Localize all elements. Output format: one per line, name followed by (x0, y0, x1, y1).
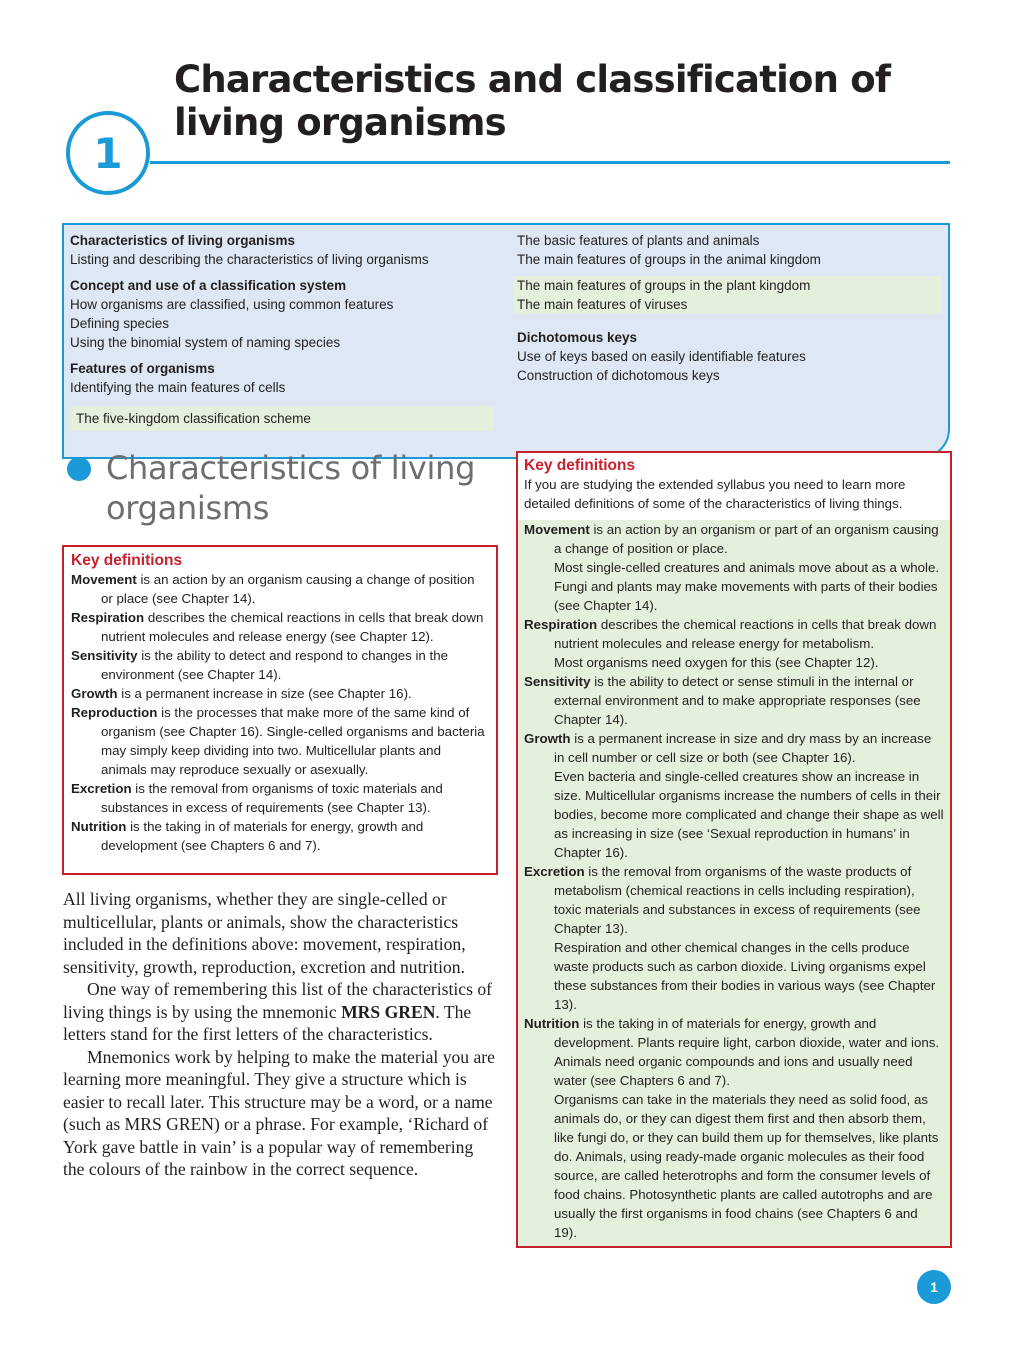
definition-text: is the taking in of materials for energy, growth and development. Plants require light, carbon dioxide, water and ions. Animals need organic compounds and ions and usually need water (see Chapters 6 and 7). (554, 1016, 940, 1088)
definition-term: Growth (71, 686, 118, 701)
definition-text: is the processes that make more of the same kind of organism (see Chapter 16). Single-celled organisms and bacteria may simply keep dividing into two. Multicellular plants and animals may reproduce sexually or asexually. (101, 705, 485, 777)
chapter-title-line-2: living organisms (174, 101, 506, 144)
definition-term: Respiration (524, 617, 598, 632)
definition-text: is the removal from organisms of toxic materials and substances in excess of requirements (see Chapter 13). (101, 781, 443, 815)
spacer (70, 397, 494, 404)
section-bullet-icon (67, 457, 91, 481)
definition-note: Most single-celled creatures and animals move about as a whole. Fungi and plants may make movements with parts of their bodies (see Chapter 14). (554, 560, 940, 613)
body-text-run: One way of remembering this list of the characteristics of living things is by using the mnemonic (63, 979, 493, 1022)
definition-item (524, 615, 944, 672)
overview-extended-item: The main features of viruses (513, 295, 942, 314)
definition-term: Excretion (524, 864, 585, 879)
overview-right-column (517, 231, 942, 385)
definition-item (71, 684, 490, 703)
mnemonic-term: MRS GREN (341, 1001, 436, 1022)
key-definitions-core-box (62, 545, 498, 875)
chapter-overview-box (62, 223, 950, 459)
body-paragraph: All living organisms, whether they are single-celled or multicellular, plants or animals, show the characteristics included in the definitions above: movement, respiration, sensitivity, growth, reproduction, excretion and nutrition. (63, 889, 466, 977)
body-paragraph: Mnemonics work by helping to make the material you are learning more meaningful. They give a structure which is easier to recall later. This structure may be a word, or a name (such as MRS GREN) or a phrase. For example, ‘Richard of York gave battle in vain’ is a popular way of remembering the colours of the rainbow in the correct sequence. (63, 1046, 495, 1179)
spacer (517, 314, 942, 321)
definition-term: Nutrition (71, 819, 127, 834)
overview-extended-item: The five-kingdom classification scheme (70, 406, 494, 431)
spacer (517, 321, 942, 328)
definition-item (71, 570, 490, 608)
definition-term: Movement (524, 522, 590, 537)
definition-text: is the taking in of materials for energy, growth and development (see Chapters 6 and 7). (101, 819, 424, 853)
definition-note: Organisms can take in the materials they need as solid food, as animals do, or they can digest them first and then absorb them, like fungi do, or they can build them up for themselves, like plants do. Animals, using ready-made organic molecules as their food source, are called heterotrophs and form the consumer levels of food chains. Photosynthetic plants are called autotrophs and are usually the first organisms in food chains (see Chapters 6 and 19). (554, 1092, 939, 1240)
definition-term: Excretion (71, 781, 132, 796)
definition-text: is a permanent increase in size (see Chapter 16). (117, 686, 412, 701)
definition-note: Most organisms need oxygen for this (see Chapter 12). (554, 655, 879, 670)
definition-text: is an action by an organism causing a change of position or place (see Chapter 14). (101, 572, 475, 606)
title-underline (150, 161, 950, 164)
definition-term: Movement (71, 572, 137, 587)
definition-note: Even bacteria and single-celled creatures show an increase in size. Multicellular organisms increase the numbers of cells in their bodies, become more complicated and change their shape as well as increasing in size (see ‘Sexual reproduction in humans’ in Chapter 16). (554, 769, 944, 860)
overview-item: Use of keys based on easily identifiable features (517, 349, 806, 364)
definition-term: Reproduction (71, 705, 158, 720)
definition-item (71, 703, 490, 779)
overview-item: How organisms are classified, using common features (70, 297, 394, 312)
definition-term: Growth (524, 731, 571, 746)
definition-term: Respiration (71, 610, 145, 625)
extended-intro: If you are studying the extended syllabus you need to learn more detailed definitions of some of the characteristics of living things. (518, 475, 950, 520)
definition-text: is the ability to detect or sense stimuli in the internal or external environment and to make appropriate responses (see Chapter 14). (554, 674, 921, 727)
key-definitions-extended-box (516, 451, 952, 1248)
section-heading: Characteristics of living organisms (106, 449, 476, 527)
overview-topic-heading: Features of organisms (70, 361, 215, 376)
definition-item (524, 729, 944, 862)
definition-term: Nutrition (524, 1016, 580, 1031)
definition-text: describes the chemical reactions in cells that break down nutrient molecules and release energy (see Chapter 12). (101, 610, 484, 644)
overview-topic-heading: Characteristics of living organisms (70, 233, 296, 248)
body-text-run: . The letters stand for the first letters of the characteristics. (63, 1001, 472, 1044)
overview-item: Construction of dichotomous keys (517, 368, 720, 383)
definition-item (71, 779, 490, 817)
spacer (70, 269, 494, 276)
overview-item: The basic features of plants and animals (517, 233, 760, 248)
overview-item: The main features of groups in the animal kingdom (517, 252, 821, 267)
definition-item (524, 672, 944, 729)
key-definitions-heading: Key definitions (71, 552, 183, 569)
overview-topic-heading: Dichotomous keys (517, 330, 638, 345)
definition-text: describes the chemical reactions in cells that break down nutrient molecules and release energy for metabolism. (554, 617, 937, 651)
chapter-number-badge (66, 111, 150, 195)
overview-item: Using the binomial system of naming species (70, 335, 341, 350)
definition-text: is an action by an organism or part of an organism causing a change of position or place. (554, 522, 939, 556)
definition-term: Sensitivity (71, 648, 138, 663)
chapter-title (174, 58, 954, 144)
spacer (70, 352, 494, 359)
definition-note: Respiration and other chemical changes in the cells produce waste products such as carbon dioxide. Living organisms expel these substances from their bodies in various ways (see Chapter 13). (554, 940, 936, 1012)
chapter-number: 1 (93, 128, 123, 178)
definition-term: Sensitivity (524, 674, 591, 689)
page-number: 1 (917, 1270, 951, 1304)
spacer (517, 269, 942, 276)
overview-left-column (70, 231, 494, 431)
definition-text: is a permanent increase in size and dry mass by an increase in cell number or cell size or both (see Chapter 16). (554, 731, 932, 765)
definition-item (71, 646, 490, 684)
body-paragraph (63, 978, 497, 1046)
definition-item (71, 817, 490, 855)
definition-item (524, 862, 944, 1014)
overview-extended-item: The main features of groups in the plant kingdom (513, 276, 942, 295)
definition-item (524, 1014, 944, 1242)
definition-text: is the removal from organisms of the waste products of metabolism (chemical reactions in cells including respiration), toxic materials and substances in excess of requirements (see Chapter 13). (554, 864, 921, 936)
overview-topic-heading: Concept and use of a classification system (70, 278, 347, 293)
definition-text: is the ability to detect and respond to changes in the environment (see Chapter 14). (101, 648, 448, 682)
definition-item (524, 520, 944, 615)
overview-item: Identifying the main features of cells (70, 380, 286, 395)
definition-item (71, 608, 490, 646)
overview-item: Listing and describing the characteristics of living organisms (70, 252, 429, 267)
chapter-title-line-1: Characteristics and classification of (174, 58, 891, 101)
overview-item: Defining species (70, 316, 170, 331)
body-text (63, 888, 497, 1181)
key-definitions-heading: Key definitions (518, 453, 950, 475)
